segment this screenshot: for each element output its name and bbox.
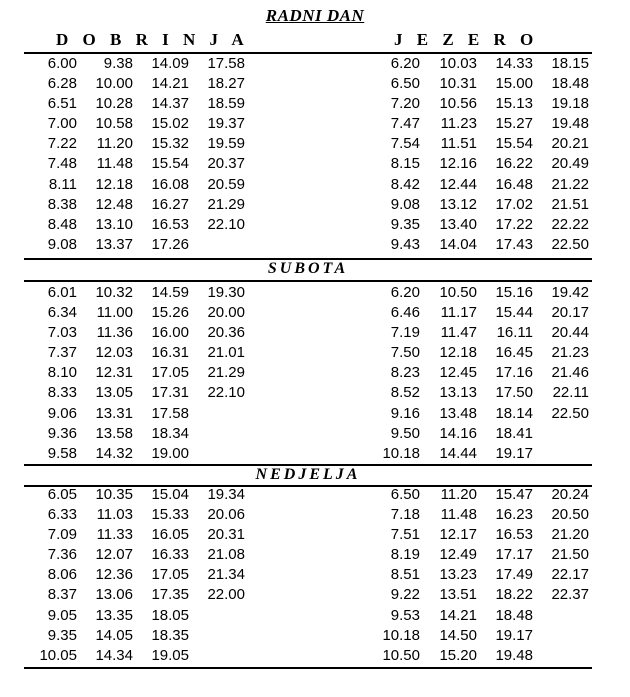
dobrinja-departure-time: 17.26 — [151, 235, 189, 253]
dobrinja-departure-time: 10.35 — [95, 486, 133, 503]
dobrinja-departure-time: 13.58 — [95, 424, 133, 442]
jezero-departure-time: 9.53 — [390, 606, 420, 624]
dobrinja-departure-time: 15.33 — [151, 506, 189, 524]
station-header-dobrinja: D O B R I N J A — [56, 30, 249, 49]
jezero-departure-time: 10.31 — [439, 75, 477, 93]
dobrinja-departure-time: 15.04 — [151, 486, 189, 503]
dobrinja-departure-time: 10.05 — [39, 646, 77, 664]
dobrinja-departure-time: 6.00 — [47, 55, 77, 72]
jezero-departure-time: 16.48 — [495, 175, 533, 193]
jezero-departure-time: 18.48 — [551, 75, 589, 93]
dobrinja-departure-time: 21.29 — [207, 195, 245, 213]
jezero-departure-time: 19.17 — [495, 626, 533, 644]
dobrinja-departure-time: 7.37 — [47, 344, 77, 362]
dobrinja-departure-time: 20.00 — [207, 304, 245, 322]
jezero-departure-time: 7.18 — [390, 506, 420, 524]
jezero-departure-time: 7.50 — [390, 344, 420, 362]
dobrinja-departure-time: 10.00 — [95, 75, 133, 93]
dobrinja-departure-time: 20.31 — [207, 526, 245, 544]
dobrinja-departure-time: 15.32 — [151, 135, 189, 153]
dobrinja-departure-time: 9.05 — [47, 606, 77, 624]
table-row — [0, 565, 630, 585]
dobrinja-departure-time: 21.29 — [207, 364, 245, 382]
table-row — [0, 323, 630, 343]
dobrinja-departure-time: 6.34 — [47, 304, 77, 322]
jezero-departure-time: 11.51 — [440, 135, 477, 153]
jezero-departure-time: 13.40 — [439, 215, 477, 233]
dobrinja-departure-time: 6.33 — [47, 506, 77, 524]
jezero-departure-time: 15.54 — [495, 135, 533, 153]
jezero-departure-time: 18.41 — [495, 424, 533, 442]
table-row — [0, 404, 630, 424]
dobrinja-departure-time: 22.00 — [207, 586, 245, 604]
jezero-departure-time: 20.49 — [551, 155, 589, 173]
dobrinja-departure-time: 6.28 — [47, 75, 77, 93]
dobrinja-departure-time: 19.00 — [151, 444, 189, 462]
dobrinja-departure-time: 11.20 — [96, 135, 133, 153]
table-row — [0, 235, 630, 255]
dobrinja-departure-time: 12.07 — [95, 546, 133, 564]
jezero-departure-time: 22.37 — [551, 586, 589, 604]
dobrinja-departure-time: 18.35 — [151, 626, 189, 644]
dobrinja-departure-time: 10.58 — [95, 115, 133, 133]
dobrinja-departure-time: 6.05 — [47, 486, 77, 503]
jezero-departure-time: 14.04 — [439, 235, 477, 253]
jezero-departure-time: 8.51 — [390, 566, 420, 584]
jezero-departure-time: 14.44 — [439, 444, 477, 462]
jezero-departure-time: 11.23 — [440, 115, 477, 133]
dobrinja-departure-time: 13.10 — [95, 215, 133, 233]
dobrinja-departure-time: 16.05 — [151, 526, 189, 544]
dobrinja-departure-time: 8.37 — [47, 586, 77, 604]
dobrinja-departure-time: 9.06 — [47, 404, 77, 422]
jezero-departure-time: 13.51 — [439, 586, 477, 604]
dobrinja-departure-time: 17.58 — [207, 55, 245, 72]
table-row — [0, 606, 630, 626]
jezero-departure-time: 7.19 — [390, 324, 420, 342]
dobrinja-departure-time: 17.05 — [151, 364, 189, 382]
dobrinja-departure-time: 7.03 — [47, 324, 77, 342]
jezero-departure-time: 7.47 — [390, 115, 420, 133]
dobrinja-departure-time: 9.35 — [47, 626, 77, 644]
dobrinja-departure-time: 6.01 — [47, 284, 77, 301]
jezero-departure-time: 21.51 — [551, 195, 589, 213]
dobrinja-departure-time: 20.59 — [207, 175, 245, 193]
jezero-departure-time: 17.02 — [495, 195, 533, 213]
dobrinja-departure-time: 22.10 — [207, 215, 245, 233]
jezero-departure-time: 12.49 — [439, 546, 477, 564]
dobrinja-departure-time: 12.48 — [95, 195, 133, 213]
table-row — [0, 94, 630, 114]
dobrinja-departure-time: 11.36 — [96, 324, 133, 342]
jezero-departure-time: 21.46 — [551, 364, 589, 382]
table-row — [0, 154, 630, 174]
dobrinja-departure-time: 19.37 — [207, 115, 245, 133]
dobrinja-departure-time: 15.26 — [151, 304, 189, 322]
dobrinja-departure-time: 7.22 — [47, 135, 77, 153]
dobrinja-departure-time: 8.10 — [47, 364, 77, 382]
jezero-departure-time: 6.20 — [390, 284, 420, 301]
dobrinja-departure-time: 8.33 — [47, 384, 77, 402]
dobrinja-departure-time: 14.32 — [95, 444, 133, 462]
table-row — [0, 303, 630, 323]
jezero-departure-time: 18.22 — [495, 586, 533, 604]
dobrinja-departure-time: 17.31 — [151, 384, 189, 402]
jezero-departure-time: 19.42 — [551, 284, 589, 301]
dobrinja-departure-time: 13.06 — [95, 586, 133, 604]
jezero-departure-time: 9.50 — [390, 424, 420, 442]
table-row — [0, 175, 630, 195]
jezero-departure-time: 12.17 — [439, 526, 477, 544]
footer-rule — [24, 667, 592, 669]
dobrinja-departure-time: 7.36 — [47, 546, 77, 564]
table-row — [0, 424, 630, 444]
jezero-departure-time: 16.11 — [496, 324, 533, 342]
table-row — [0, 485, 630, 505]
dobrinja-departure-time: 7.00 — [47, 115, 77, 133]
dobrinja-departure-time: 11.48 — [96, 155, 133, 173]
jezero-departure-time: 12.16 — [439, 155, 477, 173]
jezero-departure-time: 7.51 — [390, 526, 420, 544]
jezero-departure-time: 6.50 — [390, 486, 420, 503]
jezero-departure-time: 6.46 — [390, 304, 420, 322]
jezero-departure-time: 17.49 — [495, 566, 533, 584]
dobrinja-departure-time: 10.28 — [95, 95, 133, 113]
jezero-departure-time: 17.22 — [495, 215, 533, 233]
table-row — [0, 215, 630, 235]
dobrinja-departure-time: 18.05 — [151, 606, 189, 624]
dobrinja-departure-time: 13.31 — [95, 404, 133, 422]
jezero-departure-time: 22.50 — [551, 404, 589, 422]
dobrinja-departure-time: 22.10 — [207, 384, 245, 402]
dobrinja-departure-time: 20.36 — [207, 324, 245, 342]
jezero-departure-time: 12.18 — [439, 344, 477, 362]
dobrinja-departure-time: 16.00 — [151, 324, 189, 342]
jezero-departure-time: 19.17 — [495, 444, 533, 462]
table-row — [0, 283, 630, 303]
dobrinja-departure-time: 6.51 — [47, 95, 77, 113]
jezero-departure-time: 16.22 — [495, 155, 533, 173]
dobrinja-departure-time: 18.59 — [207, 95, 245, 113]
jezero-departure-time: 17.43 — [495, 235, 533, 253]
jezero-departure-time: 18.15 — [551, 55, 589, 72]
jezero-departure-time: 15.16 — [495, 284, 533, 301]
dobrinja-departure-time: 9.36 — [47, 424, 77, 442]
table-row — [0, 343, 630, 363]
jezero-departure-time: 15.27 — [495, 115, 533, 133]
jezero-departure-time: 17.16 — [495, 364, 533, 382]
dobrinja-departure-time: 19.05 — [151, 646, 189, 664]
jezero-departure-time: 11.20 — [440, 486, 477, 503]
jezero-departure-time: 10.18 — [382, 626, 420, 644]
table-row — [0, 134, 630, 154]
jezero-departure-time: 12.45 — [439, 364, 477, 382]
jezero-departure-time: 22.11 — [552, 384, 589, 402]
jezero-departure-time: 12.44 — [439, 175, 477, 193]
jezero-departure-time: 10.50 — [439, 284, 477, 301]
jezero-departure-time: 15.44 — [495, 304, 533, 322]
dobrinja-departure-time: 17.58 — [151, 404, 189, 422]
jezero-departure-time: 9.43 — [390, 235, 420, 253]
station-header-jezero: J E Z E R O — [394, 30, 539, 49]
jezero-departure-time: 6.50 — [390, 75, 420, 93]
jezero-departure-time: 10.50 — [382, 646, 420, 664]
jezero-departure-time: 20.50 — [551, 506, 589, 524]
jezero-departure-time: 8.42 — [390, 175, 420, 193]
dobrinja-departure-time: 11.03 — [96, 506, 133, 524]
jezero-departure-time: 10.18 — [382, 444, 420, 462]
jezero-departure-time: 8.19 — [390, 546, 420, 564]
dobrinja-departure-time: 10.32 — [95, 284, 133, 301]
dobrinja-departure-time: 9.08 — [47, 235, 77, 253]
dobrinja-departure-time: 21.08 — [207, 546, 245, 564]
dobrinja-departure-time: 20.37 — [207, 155, 245, 173]
dobrinja-departure-time: 14.05 — [95, 626, 133, 644]
jezero-departure-time: 20.44 — [551, 324, 589, 342]
jezero-departure-time: 7.54 — [390, 135, 420, 153]
jezero-departure-time: 20.24 — [551, 486, 589, 503]
table-row — [0, 54, 630, 74]
table-row — [0, 114, 630, 134]
table-row — [0, 585, 630, 605]
jezero-departure-time: 17.17 — [495, 546, 533, 564]
section-title-nedjelja: NEDJELJA — [255, 466, 361, 483]
jezero-departure-time: 11.47 — [440, 324, 477, 342]
jezero-departure-time: 21.50 — [551, 546, 589, 564]
dobrinja-departure-time: 16.27 — [151, 195, 189, 213]
jezero-departure-time: 13.12 — [439, 195, 477, 213]
weekday-timetable — [0, 54, 630, 255]
jezero-departure-time: 7.20 — [390, 95, 420, 113]
dobrinja-departure-time: 12.03 — [95, 344, 133, 362]
jezero-departure-time: 22.17 — [551, 566, 589, 584]
jezero-departure-time: 9.35 — [390, 215, 420, 233]
table-row — [0, 195, 630, 215]
table-row — [0, 525, 630, 545]
jezero-departure-time: 16.53 — [495, 526, 533, 544]
dobrinja-departure-time: 14.34 — [95, 646, 133, 664]
jezero-departure-time: 18.48 — [495, 606, 533, 624]
jezero-departure-time: 9.22 — [390, 586, 420, 604]
jezero-departure-time: 13.23 — [439, 566, 477, 584]
jezero-departure-time: 14.33 — [495, 55, 533, 72]
dobrinja-departure-time: 9.58 — [47, 444, 77, 462]
table-row — [0, 646, 630, 666]
dobrinja-departure-time: 11.33 — [96, 526, 133, 544]
dobrinja-departure-time: 13.37 — [95, 235, 133, 253]
dobrinja-departure-time: 8.48 — [47, 215, 77, 233]
dobrinja-departure-time: 21.34 — [207, 566, 245, 584]
jezero-departure-time: 15.00 — [495, 75, 533, 93]
jezero-departure-time: 18.14 — [495, 404, 533, 422]
jezero-departure-time: 20.17 — [551, 304, 589, 322]
dobrinja-departure-time: 16.33 — [151, 546, 189, 564]
dobrinja-departure-time: 16.08 — [151, 175, 189, 193]
sunday-timetable — [0, 485, 630, 666]
table-row — [0, 444, 630, 464]
dobrinja-departure-time: 19.34 — [207, 486, 245, 503]
dobrinja-departure-time: 19.59 — [207, 135, 245, 153]
jezero-departure-time: 10.56 — [439, 95, 477, 113]
saturday-timetable — [0, 283, 630, 464]
dobrinja-departure-time: 18.27 — [207, 75, 245, 93]
table-row — [0, 74, 630, 94]
dobrinja-departure-time: 16.53 — [151, 215, 189, 233]
jezero-departure-time: 11.48 — [440, 506, 477, 524]
dobrinja-departure-time: 14.21 — [151, 75, 189, 93]
jezero-departure-time: 8.15 — [390, 155, 420, 173]
dobrinja-departure-time: 17.05 — [151, 566, 189, 584]
jezero-departure-time: 8.52 — [390, 384, 420, 402]
jezero-departure-time: 13.48 — [439, 404, 477, 422]
jezero-departure-time: 21.23 — [551, 344, 589, 362]
jezero-departure-time: 6.20 — [390, 55, 420, 72]
jezero-departure-time: 17.50 — [495, 384, 533, 402]
jezero-departure-time: 21.22 — [551, 175, 589, 193]
dobrinja-departure-time: 15.54 — [151, 155, 189, 173]
dobrinja-departure-time: 9.38 — [103, 55, 133, 72]
dobrinja-departure-time: 12.31 — [95, 364, 133, 382]
dobrinja-departure-time: 16.31 — [151, 344, 189, 362]
jezero-departure-time: 14.16 — [439, 424, 477, 442]
section-title-subota: SUBOTA — [267, 260, 349, 277]
jezero-departure-time: 15.47 — [495, 486, 533, 503]
section-rule-bottom — [24, 280, 592, 282]
dobrinja-departure-time: 13.05 — [95, 384, 133, 402]
dobrinja-departure-time: 21.01 — [207, 344, 245, 362]
jezero-departure-time: 19.48 — [551, 115, 589, 133]
dobrinja-departure-time: 20.06 — [207, 506, 245, 524]
jezero-departure-time: 22.50 — [551, 235, 589, 253]
dobrinja-departure-time: 14.37 — [151, 95, 189, 113]
jezero-departure-time: 19.48 — [495, 646, 533, 664]
jezero-departure-time: 10.03 — [439, 55, 477, 72]
dobrinja-departure-time: 13.35 — [95, 606, 133, 624]
dobrinja-departure-time: 14.59 — [151, 284, 189, 301]
jezero-departure-time: 14.50 — [439, 626, 477, 644]
jezero-departure-time: 16.23 — [495, 506, 533, 524]
dobrinja-departure-time: 7.48 — [47, 155, 77, 173]
jezero-departure-time: 14.21 — [439, 606, 477, 624]
jezero-departure-time: 15.13 — [495, 95, 533, 113]
table-row — [0, 545, 630, 565]
dobrinja-departure-time: 18.34 — [151, 424, 189, 442]
dobrinja-departure-time: 8.06 — [47, 566, 77, 584]
dobrinja-departure-time: 19.30 — [207, 284, 245, 301]
jezero-departure-time: 15.20 — [439, 646, 477, 664]
table-row — [0, 383, 630, 403]
table-row — [0, 363, 630, 383]
jezero-departure-time: 13.13 — [439, 384, 477, 402]
dobrinja-departure-time: 17.35 — [151, 586, 189, 604]
jezero-departure-time: 20.21 — [551, 135, 589, 153]
table-row — [0, 505, 630, 525]
dobrinja-departure-time: 15.02 — [151, 115, 189, 133]
jezero-departure-time: 22.22 — [551, 215, 589, 233]
dobrinja-departure-time: 12.36 — [95, 566, 133, 584]
jezero-departure-time: 8.23 — [390, 364, 420, 382]
dobrinja-departure-time: 8.11 — [48, 175, 77, 193]
dobrinja-departure-time: 11.00 — [96, 304, 133, 322]
jezero-departure-time: 19.18 — [551, 95, 589, 113]
jezero-departure-time: 11.17 — [440, 304, 477, 322]
dobrinja-departure-time: 8.38 — [47, 195, 77, 213]
jezero-departure-time: 21.20 — [551, 526, 589, 544]
dobrinja-departure-time: 14.09 — [151, 55, 189, 72]
jezero-departure-time: 9.16 — [390, 404, 420, 422]
jezero-departure-time: 16.45 — [495, 344, 533, 362]
dobrinja-departure-time: 7.09 — [47, 526, 77, 544]
dobrinja-departure-time: 12.18 — [95, 175, 133, 193]
jezero-departure-time: 9.08 — [390, 195, 420, 213]
page-title: RADNI DAN — [265, 6, 365, 25]
table-row — [0, 626, 630, 646]
